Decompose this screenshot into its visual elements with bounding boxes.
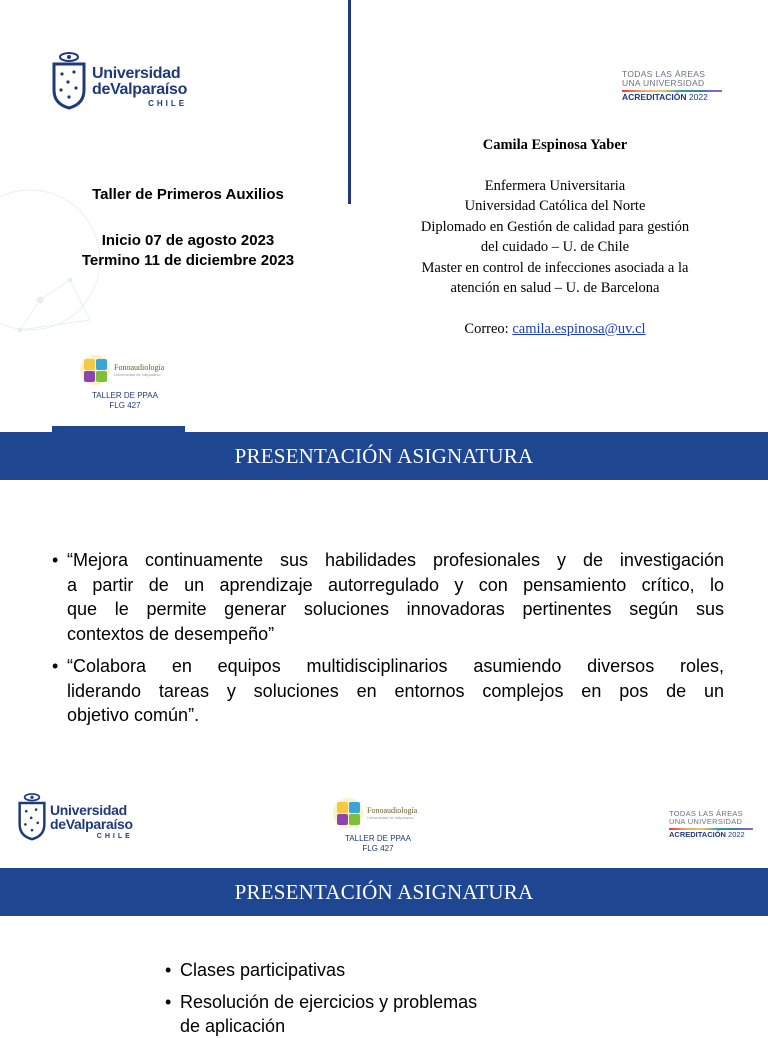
fono-caption-line2: FLG 427 (109, 400, 141, 410)
slide2-title: PRESENTACIÓN ASIGNATURA (0, 432, 768, 480)
slide3-bullet-1: Clases participativas (180, 960, 346, 980)
shield-icon (18, 793, 46, 841)
university-name-line2: deValparaíso (92, 81, 188, 98)
accreditation-line1: TODAS LAS ÁREAS (622, 69, 706, 79)
university-name-line2: deValparaíso (50, 816, 133, 832)
bullet-dot: • (52, 656, 59, 676)
accreditation-line2: UNA UNIVERSIDAD (669, 816, 743, 826)
fono-tiles-icon (333, 798, 363, 828)
slide3-bullet-2-cont: de aplicación (180, 1016, 286, 1036)
bullet-2-line1: “Colabora en equipos multidisciplinarios asumiendo diversos roles, (67, 656, 724, 676)
accreditation-label: ACREDITACIÓN (622, 91, 687, 102)
university-country: CHILE (148, 99, 188, 108)
instructor-credential-2: Universidad Católica del Norte (464, 198, 646, 214)
fono-name: Fonoaudiología (367, 805, 418, 815)
university-logo (18, 793, 133, 841)
slide3-bullet-2: Resolución de ejercicios y problemas (180, 992, 478, 1012)
bullet-2-line2: liderando tareas y soluciones en entornos complejos en pos de un (67, 680, 724, 701)
fono-sub: Universidad de Valparaíso (367, 814, 414, 820)
slide3-bullets (165, 958, 585, 1038)
slide-presentation-1 (0, 432, 768, 760)
university-country: CHILE (96, 833, 133, 840)
instructor-credential-1: Enfermera Universitaria (484, 177, 626, 194)
bullet-1-line1: “Mejora continuamente sus habilidades profesionales y de investigación (67, 550, 724, 570)
slide2-bullets (52, 548, 724, 728)
bullet-1-line4: contextos de desempeño” (67, 623, 275, 644)
accreditation-badge (622, 70, 722, 102)
slide3-title: PRESENTACIÓN ASIGNATURA (0, 868, 768, 916)
instructor-credential-3: Diplomado en Gestión de calidad para gestión (420, 218, 690, 235)
instructor-name: Camila Espinosa Yaber (482, 137, 628, 153)
university-name-line1: Universidad (92, 65, 181, 82)
fono-badge (80, 355, 180, 410)
fono-name: Fonoaudiología (114, 362, 165, 372)
fono-badge (333, 798, 433, 853)
bullet-1-line2: a partir de un aprendizaje autorregulado y con pensamiento crítico, lo (67, 574, 724, 595)
bullet-1-line3: que le permite generar soluciones innovadoras pertinentes según sus (67, 599, 724, 619)
slide-presentation-2 (0, 760, 768, 1036)
bullet-dot: • (165, 992, 172, 1012)
bullet-item (165, 958, 585, 982)
instructor-credential-5: Master en control de infecciones asociada a la (421, 259, 689, 276)
university-logo (52, 52, 187, 110)
course-info (40, 185, 336, 271)
instructor-credential-6: atención en salud – U. de Barcelona (450, 280, 660, 296)
fono-tiles-icon (80, 355, 110, 385)
instructor-email-row (380, 319, 730, 340)
accreditation-line2: UNA UNIVERSIDAD (622, 77, 705, 88)
bullet-item (52, 548, 724, 646)
vertical-divider (348, 0, 351, 204)
course-end-date: Termino 11 de diciembre 2023 (81, 252, 295, 269)
course-start-date: Inicio 07 de agosto 2023 (101, 232, 275, 249)
fono-caption-line1: TALLER DE PPAA (345, 834, 411, 843)
bullet-item (52, 654, 724, 728)
fono-caption-line1: TALLER DE PPAA (92, 391, 158, 400)
bullet-item (165, 990, 585, 1038)
accreditation-year: 2022 (728, 829, 745, 839)
fono-sub: Universidad de Valparaíso (114, 371, 161, 377)
accreditation-line1: TODAS LAS ÁREAS (669, 809, 743, 818)
instructor-credential-4: del cuidado – U. de Chile (480, 239, 630, 255)
shield-icon (52, 52, 86, 110)
bullet-2-line3: objetivo común”. (67, 705, 200, 725)
instructor-info (380, 135, 730, 339)
fono-caption-line2: FLG 427 (362, 843, 394, 853)
bullet-dot: • (165, 960, 172, 980)
email-link[interactable]: camila.espinosa@uv.cl (512, 320, 646, 337)
accreditation-badge (669, 810, 753, 839)
accreditation-year: 2022 (688, 91, 708, 102)
accreditation-label: ACREDITACIÓN (669, 829, 726, 839)
university-name-line1: Universidad (50, 802, 127, 818)
course-title: Taller de Primeros Auxilios (92, 186, 284, 203)
bullet-dot: • (52, 550, 59, 570)
email-label: Correo: (464, 320, 509, 337)
slide-course-intro (0, 0, 768, 432)
